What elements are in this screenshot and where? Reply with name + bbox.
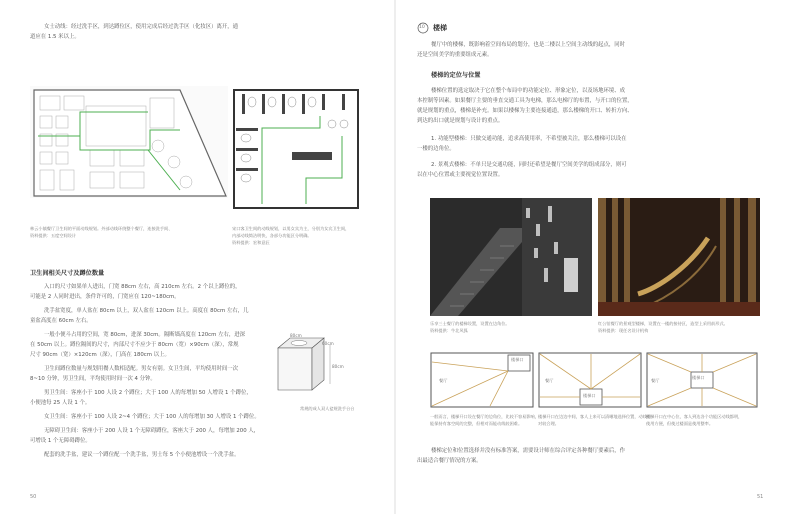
- body-line: 洗手盆宽度，单人盆在 80cm 以上，双人盆在 120cm 以上。高度在 80cm 左右，儿: [44, 308, 249, 314]
- restroom-caption: 资料提供：宏和意匠: [232, 240, 270, 245]
- body-line: 无障碍卫生间：客座小于 200 人设 1 个无障碍蹲位，客座大于 200 人，每增加 200 人，: [44, 428, 260, 434]
- diagram-caption: 对较合理。: [538, 421, 559, 426]
- stair-label: 楼梯口: [511, 357, 524, 362]
- body-line: 配套的洗手盆，建议一个蹲位配一个洗手盆，男士每 5 个小便池增设一个洗手盆。: [44, 452, 240, 458]
- diagram-caption: 楼梯开口在中心位，客人到达各个功能区动线都明，: [646, 414, 743, 419]
- body-line: 可能是 2 人同时进出，条件许可的，门宽应在 120~180cm。: [30, 294, 180, 300]
- stair-label: 楼梯口: [692, 375, 705, 380]
- stair-photo-feature: [598, 198, 760, 316]
- photo-caption: 乐享三士餐厅的楼梯设置，设置在边角位。: [430, 321, 510, 326]
- body-line: 女卫生间：客座小于 100 人设 2~4 个蹲位；大于 100 人的每增加 30 人增设 1 个蹲位。: [44, 414, 260, 420]
- diagram-caption: 楼梯开口在边边中间，客人上来可以清晰地选择位置，动线相: [538, 414, 652, 419]
- body-line: 楼梯位置的选定取决于它在整个布局中的功能定位、形象定位，以及场地环境、成: [431, 88, 626, 94]
- restroom-floor-plan: [232, 88, 360, 210]
- body-line: 入口的尺寸如果单人进出，门宽 88cm 左右，高 210cm 左右。2 个以上蹲位的，: [44, 284, 241, 290]
- section-number: 10: [419, 25, 425, 30]
- body-line: 出最适合餐厅情况的方案。: [417, 458, 482, 464]
- body-line: 童盆高度在 60cm 左右。: [30, 318, 92, 324]
- body-line: 8~10 分钟，男卫生间，平均使用时间一次 4 分钟。: [30, 376, 156, 382]
- photo-caption: 红公馆餐厅的景观型楼梯，设置在一楼的接待区，造型上采用前形式。: [598, 321, 728, 326]
- body-line: 本控制等因素。如果餐厅主要的垂直交通工具为电梯，那么电梯厅的布置，与开口的位置，: [417, 98, 633, 104]
- section-heading: 卫生间相关尺寸及蹲位数量: [30, 270, 105, 277]
- diagram-caption: 一般而言，楼梯开口设在餐厅的边角位，比较不容易影响，: [430, 414, 539, 419]
- stair-label: 楼梯口: [583, 393, 596, 398]
- body-line: 一楼的边角位。: [417, 146, 455, 152]
- body-line: 就是规划的重点，楼梯是补充。如果以楼梯为主要连接通道，那么楼梯的开口、转折方向、: [417, 108, 633, 114]
- photo-caption: 资料提供：现任名设计机构: [598, 328, 649, 333]
- stair-position-diagram-side: [538, 352, 642, 408]
- dining-label: 餐厅: [545, 378, 554, 383]
- body-line: 1. 功能型楼梯：只做交通功能，追求高使用率，不希望被关注，那么楼梯可以设在: [431, 136, 627, 142]
- floor-plan-caption: 资料提供：五度空间设计: [30, 233, 77, 238]
- right-page: [395, 0, 790, 514]
- body-line: 一般小便斗占用的空间，宽 80cm，进深 30cm。隔断墙高度在 120cm 左右，进深: [44, 332, 246, 338]
- page-number: 50: [30, 494, 37, 500]
- body-line: 尺寸 90cm（宽）×120cm（深），门高在 180cm 以上。: [30, 352, 170, 358]
- diagram-caption: 能保持有客空间的完整，但相对而能动线较困难。: [430, 421, 523, 426]
- diagram-caption: 使用方便，但使过楼面是使用整率。: [646, 421, 714, 426]
- restaurant-floor-plan: [30, 86, 228, 198]
- body-line: 到达的出口就是规划与设计的重点。: [417, 118, 504, 124]
- body-line: 楼梯定位和位置选择并没有标准答案，需要设计师在综合评定各种餐厅要素后，作: [431, 448, 626, 454]
- body-line: 以在中心位置或主要视觉位置设置。: [417, 172, 504, 178]
- body-line: 卫生间蹲位数量与规划用餐人数相适配。男女有别。女卫生间，平均使用时间一次: [44, 366, 239, 372]
- body-line: 小便池每 25 人设 1 个。: [30, 400, 91, 406]
- photo-caption: 资料提供：牛北风狐: [430, 328, 468, 333]
- subheading: 楼梯的定位与位置: [431, 72, 481, 79]
- body-line: 在 50cm 以上。蹲位隔间的尺寸，内部尺寸不应少于 80cm（宽）×90cm（深），常规: [30, 342, 239, 348]
- section-title: 楼梯: [433, 24, 447, 32]
- restroom-caption: 内部动线简洁明快，各部分功能区分明确。: [232, 233, 312, 238]
- restroom-caption: 宋口客卫生间的动线规划，以男女宾为主，分别为女宾卫生间，: [232, 226, 350, 231]
- body-line: 2. 景观式楼梯：不单只是交通功能，同时还希望是餐厅空间美学的组成部分，则可: [431, 162, 627, 168]
- stair-photo-corner: [430, 198, 592, 316]
- dining-label: 餐厅: [651, 378, 660, 383]
- sink-caption: 常规的成人双人盆规洗手台台: [300, 406, 355, 411]
- floor-plan-caption: 林云小镇餐厅卫生间的平面动线规划。外部动线环绕整个餐厅，连接洗手间、: [30, 226, 173, 231]
- body-line: 可增设 1 个无障碍蹲位。: [30, 438, 91, 444]
- intro-line: 道应在 1.5 米以上。: [30, 34, 80, 40]
- intro-line: 还是空间美学的重要组成元素。: [417, 52, 493, 58]
- sink-height-label: 80cm: [332, 364, 344, 369]
- sink-depth-label: 60cm: [322, 341, 334, 346]
- intro-line: 餐厅中的楼梯，既影响着空间布局的划分，也是二楼以上空间主动线的起点，同时: [431, 42, 626, 48]
- sink-width-label: 80cm: [290, 333, 302, 338]
- intro-line: 女士动线：经过洗手区，到达蹲位区，使用完成后经过洗手区（化妆区）离开，通: [44, 24, 239, 30]
- body-line: 男卫生间：客座小于 100 人设 2 个蹲位；大于 100 人的每增加 50 人增设 1 个蹲位，: [44, 390, 252, 396]
- dining-label: 餐厅: [439, 378, 448, 383]
- page-number: 51: [757, 494, 764, 500]
